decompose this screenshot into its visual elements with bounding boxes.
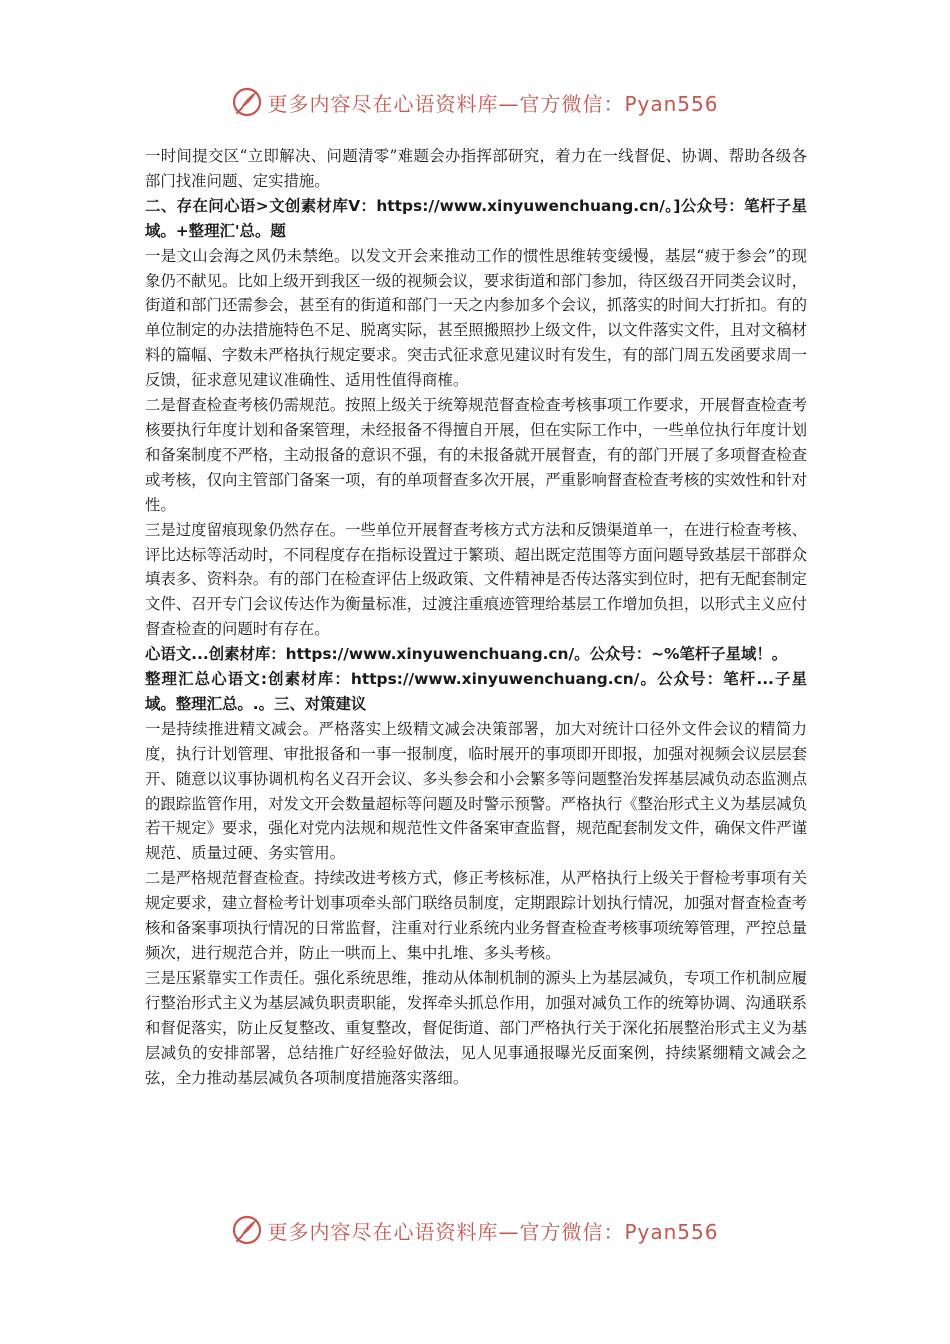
section-heading: 心语文...创素材库：https://www.xinyuwenchuang.cn/。公众号：~%笔杆子星域！。 bbox=[145, 645, 788, 664]
paragraph: 二是督查检查考核仍需规范。按照上级关于统筹规范督查检查考核事项工作要求，开展督查检查考核要执行年度计划和备案管理，未经报备不得擅自开展，但在实际工作中，一些单位执行年度计划和备案制度不严格，主动报备的意识不强，有的未报备就开展督查，有的部门开展了多项督查检查或考核，仅向主管部门备案一项，有的单项督查多次开展，严重影响督查检查考核的实效性和针对性。 bbox=[145, 396, 807, 514]
quill-pen-icon bbox=[231, 86, 263, 118]
paragraph: 三是过度留痕现象仍然存在。一些单位开展督查考核方式方法和反馈渠道单一，在进行检查考核、评比达标等活动时，不同程度存在指标设置过于繁琐、超出既定范围等方面问题导致基层干部群众填表多、资料杂。有的部门在检查评估上级政策、文件精神是否传达落实到位时，把有无配套制定文件、召开专门会议传达作为衡量标准，过渡注重痕迹管理给基层工作增加负担，以形式主义应付督查检查的问题时有存在。 bbox=[145, 520, 807, 639]
banner-text: 更多内容尽在心语资料库—官方微信：Pyan556 bbox=[267, 91, 719, 116]
paragraph: 二是严格规范督查检查。持续改进考核方式，修正考核标准，从严格执行上级关于督检考事项有关规定要求，建立督检考计划事项牵头部门联络员制度，定期跟踪计划执行情况，加强对督查检查考核和备案事项执行情况的日常监督，注重对行业系统内业务督查检查考核事项统筹管理，严控总量频次，进行规范合并，防止一哄而上、集中扎堆、多头考核。 bbox=[145, 869, 807, 962]
paragraph: 三是压紧靠实工作责任。强化系统思维，推动从体制机制的源头上为基层减负，专项工作机制应履行整治形式主义为基层减负职责职能，发挥牵头抓总作用，加强对减负工作的统筹协调、沟通联系和督促落实，防止反复整改、重复整改，督促街道、部门严格执行关于深化拓展整治形式主义为基层减负的安排部署，总结推广好经验好做法，见人见事通报曝光反面案例，持续紧绷精文减会之弦，全力推动基层减负各项制度措施落实落细。 bbox=[145, 968, 807, 1087]
header-watermark bbox=[0, 82, 950, 122]
paragraph: 一是持续推进精文减会。严格落实上级精文减会决策部署，加大对统计口径外文件会议的精简力度，执行计划管理、审批报备和一事一报制度，临时展开的事项即开即报，加强对视频会议层层套开、随意以议事协调机构名义召开会议、多头参会和小会繁多等问题整治发挥基层减负动态监测点的跟踪监管作用，对发文开会数量超标等问题及时警示预警。严格执行《整治形式主义为基层减负若干规定》要求，强化对党内法规和规范性文件备案审查监督，规范配套制发文件，确保文件严谨规范、质量过硬、务实管用。 bbox=[145, 719, 807, 863]
document-body bbox=[145, 144, 807, 1090]
section-heading: 整理汇总心语文:创素材库：https://www.xinyuwenchuang.cn/。公众号：笔杆...子星域。整理汇总。.。三、对策建议 bbox=[145, 670, 807, 713]
paragraph: 一时间提交区“立即解决、问题清零”难题会办指挥部研究，着力在一线督促、协调、帮助各级各部门找准问题、定实措施。 bbox=[145, 147, 807, 190]
footer-watermark bbox=[0, 1210, 950, 1250]
section-heading: 二、存在问心语>文创素材库V：https://www.xinyuwenchuang.cn/。]公众号：笔杆子星域。+整理汇'总。题 bbox=[145, 196, 807, 240]
banner-text: 更多内容尽在心语资料库—官方微信：Pyan556 bbox=[267, 1219, 719, 1244]
quill-pen-icon bbox=[231, 1214, 263, 1246]
paragraph: 一是文山会海之风仍未禁绝。以发文开会来推动工作的惯性思维转变缓慢，基层“疲于参会”的现象仍不献见。比如上级开到我区一级的视频会议，要求街道和部门参加，待区级召开同类会议时，街道和部门还需参会，甚至有的街道和部门一天之内参加多个会议，抓落实的时间大打折扣。有的单位制定的办法措施特色不足、脱离实际，甚至照搬照抄上级文件，以文件落实文件，且对文稿材料的篇幅、字数未严格执行规定要求。突击式征求意见建议时有发生，有的部门周五发函要求周一反馈，征求意见建议准确性、适用性值得商榷。 bbox=[145, 246, 807, 390]
